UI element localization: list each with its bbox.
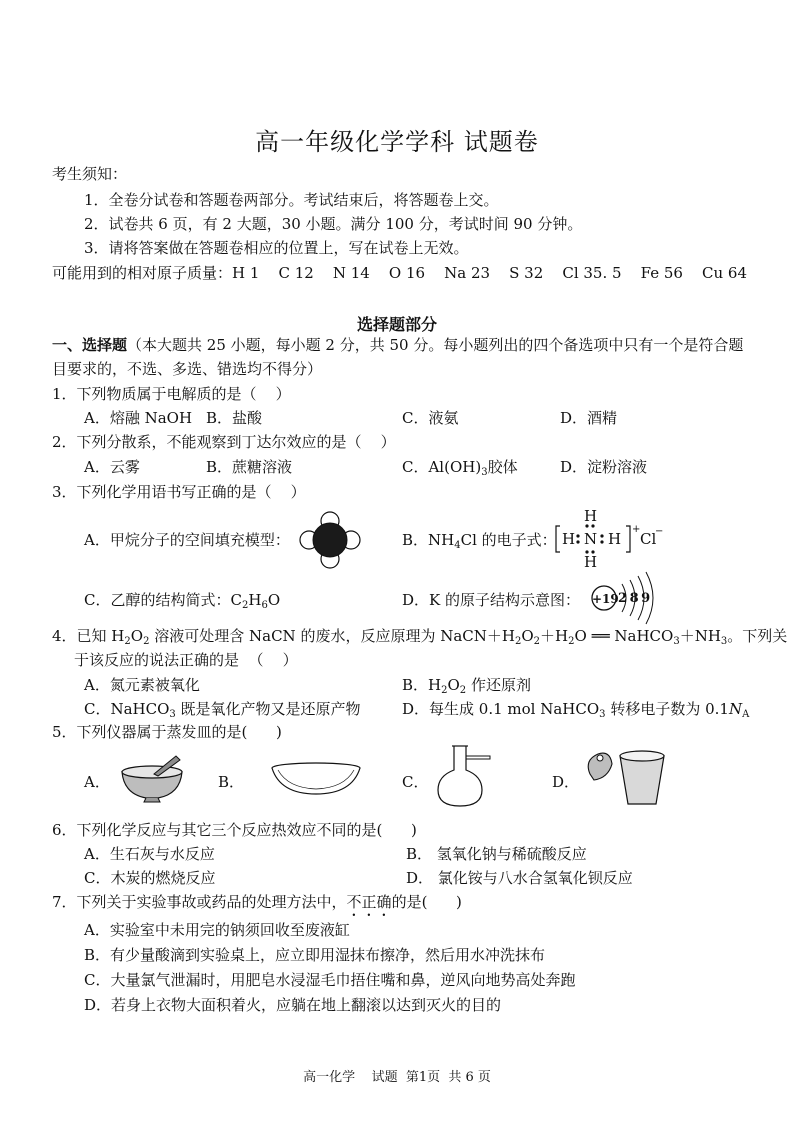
q3-option-d: D．K 的原子结构示意图： — [402, 591, 581, 609]
q3-option-c: C．乙醇的结构简式：$C_2H_6O$ — [84, 591, 281, 611]
q6-option-c: C．木炭的燃烧反应 — [84, 869, 216, 887]
q2-option-a: A．云雾 — [84, 458, 140, 476]
crucible-with-lid-icon — [580, 746, 668, 808]
k-nucleus-charge: +19 — [592, 592, 619, 606]
q7-option-d: D．若身上衣物大面积着火，应躺在地上翻滚以达到灭火的目的 — [84, 996, 502, 1014]
notice-item-1: 1．全卷分试卷和答题卷两部分。考试结束后，将答题卷上交。 — [84, 191, 499, 209]
q5-option-c: C． — [402, 773, 429, 791]
q1-stem: 1．下列物质属于电解质的是（ ） — [52, 385, 291, 403]
q3-stem: 3．下列化学用语书写正确的是（ ） — [52, 483, 306, 501]
part1-label: 一、选择题 — [52, 336, 128, 354]
q4-stem-line2: 于该反应的说法正确的是 （ ） — [74, 651, 298, 669]
nh4cl-cl: Cl — [640, 530, 657, 548]
q2-option-d: D．淀粉溶液 — [560, 458, 648, 476]
q3-option-a: A．甲烷分子的空间填充模型： — [84, 531, 290, 549]
nh4cl-plus: + — [632, 524, 641, 535]
q6-option-d: D． 氯化铵与八水合氢氧化钡反应 — [406, 869, 633, 887]
k-shell-electrons: 2 8 9 — [618, 591, 650, 606]
q2-option-b: B．蔗糖溶液 — [206, 458, 293, 476]
part1-instructions — [52, 333, 752, 381]
nh4cl-electron-formula — [552, 504, 662, 574]
q2-option-c: C．$Al(OH)_3$胶体 — [402, 458, 518, 478]
atomic-masses: 可能用到的相对原子质量：H 1 C 12 N 14 O 16 Na 23 S 32 Cl 35. 5 Fe 56 Cu 64 — [52, 264, 748, 282]
nh4cl-h-left: H — [562, 530, 576, 548]
q2-stem: 2．下列分散系，不能观察到丁达尔效应的是（ ） — [52, 433, 396, 451]
nh4cl-h-right: H — [608, 530, 622, 548]
methane-model-icon — [298, 512, 362, 568]
mortar-pestle-icon — [118, 752, 186, 804]
evaporating-dish-icon — [268, 760, 364, 800]
k-atom-diagram — [586, 570, 686, 620]
q5-stem: 5．下列仪器属于蒸发皿的是( ) — [52, 723, 282, 741]
q4-option-d: D．每生成 0.1 mol NaHCO$_3$ 转移电子数为 $0.1N_A$ — [402, 700, 750, 720]
q4-option-c: C．NaHCO$_3$ 既是氧化产物又是还原产物 — [84, 700, 361, 720]
q7-option-a: A．实验室中未用完的钠须回收至废液缸 — [84, 921, 350, 939]
q5-option-a: A． — [84, 773, 110, 791]
q4-option-b: B．$H_2O_2$ 作还原剂 — [402, 676, 531, 696]
notice-item-2: 2．试卷共 6 页，有 2 大题，30 小题。满分 100 分，考试时间 90 分钟。 — [84, 215, 583, 233]
q1-option-d: D．酒精 — [560, 409, 618, 427]
q6-option-a: A．生石灰与水反应 — [84, 845, 215, 863]
nh4cl-h-top: H — [584, 507, 598, 525]
q6-option-b: B． 氢氧化钠与稀硫酸反应 — [406, 845, 587, 863]
notice-item-3: 3．请将答案做在答题卷相应的位置上，写在试卷上无效。 — [84, 239, 469, 257]
q6-stem: 6．下列化学反应与其它三个反应热效应不同的是( ) — [52, 821, 417, 839]
q1-option-b: B．盐酸 — [206, 409, 263, 427]
q4-option-a: A．氮元素被氧化 — [84, 676, 200, 694]
q3-option-b: B．$NH_4Cl$ 的电子式： — [402, 531, 557, 551]
q7-option-b: B．有少量酸滴到实验桌上，应立即用湿抹布擦净，然后用水冲洗抹布 — [84, 946, 546, 964]
q7-stem: 7．下列关于实验事故或药品的处理方法中，不正确的是( ) — [52, 893, 462, 911]
nh4cl-h-bottom: H — [584, 553, 598, 571]
q1-option-c: C．液氨 — [402, 409, 459, 427]
nh4cl-minus: − — [655, 526, 664, 537]
page-footer: 高一化学 试题 第1页 共 6 页 — [303, 1070, 491, 1085]
part1-desc: （本大题共 25 小题，每小题 2 分，共 50 分。每小题列出的四个备选项中只有一个是符合题目要求的，不选、多选、错选均不得分） — [52, 336, 744, 378]
q4-stem-line1: 4．已知 $H_2O_2$ 溶液可处理含 NaCN 的废水，反应原理为 $NaCN+H_2O_2+H_2O$ ══ $NaHCO_3+NH_3$。下列关 — [52, 627, 788, 647]
page-title: 高一年级化学学科 试题卷 — [255, 128, 539, 156]
q1-option-a: A．熔融 NaOH — [84, 409, 193, 427]
q5-option-b: B． — [218, 773, 245, 791]
notice-heading: 考生须知： — [52, 165, 128, 183]
q5-option-d: D． — [552, 773, 580, 791]
section-title: 选择题部分 — [356, 315, 437, 334]
distillation-flask-icon — [430, 744, 494, 808]
q7-option-c: C．大量氯气泄漏时，用肥皂水浸湿毛巾捂住嘴和鼻，逆风向地势高处奔跑 — [84, 971, 576, 989]
nh4cl-n: N — [584, 530, 598, 548]
